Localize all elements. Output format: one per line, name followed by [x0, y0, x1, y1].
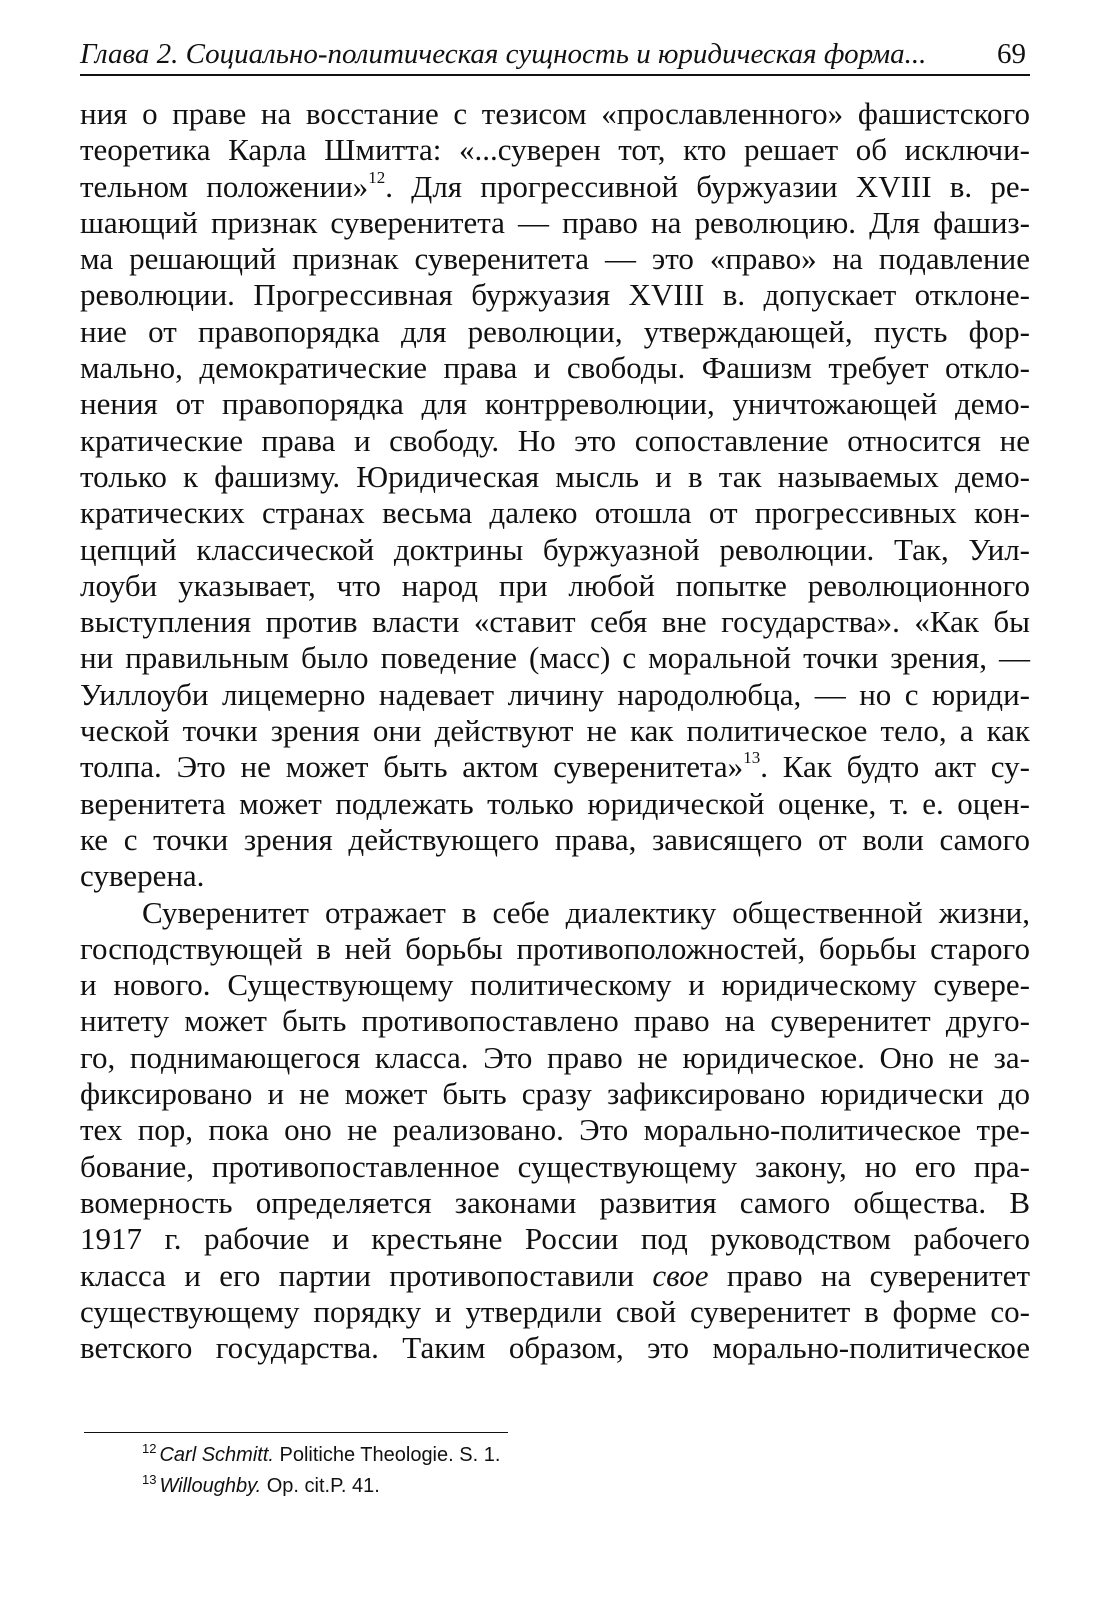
text-line: нитету может быть противопоставлено право на суверенитет друго- [80, 1003, 1030, 1039]
book-page [80, 0, 1030, 1601]
footnote-marker: 12 [142, 1441, 157, 1456]
footnote-text: Politiche Theologie. S. 1. [273, 1444, 501, 1466]
running-head [80, 34, 1030, 76]
body-text [80, 96, 1030, 1366]
text-line: веренитета может подлежать только юридической оценке, т. е. оцен- [80, 785, 1030, 821]
text-line: революции. Прогрессивная буржуазия XVIII в. допускает отклоне- [80, 277, 1030, 313]
text-line: ческой точки зрения они действуют не как политическое тело, а как [80, 713, 1030, 749]
text-line: ке с точки зрения действующего права, зависящего от воли самого [80, 821, 1030, 857]
text-span: право на суверенитет [708, 1257, 1030, 1293]
footnote-ref-12[interactable]: 12 [368, 167, 386, 187]
footnote-13 [142, 1471, 500, 1502]
text-line: цепций классической доктрины буржуазной революции. Так, Уил- [80, 531, 1030, 567]
text-span: . Для прогрессивной буржуазии XVIII в. ре- [385, 168, 1030, 204]
footnote-divider [84, 1432, 508, 1433]
text-span: класса и его партии противопоставили [80, 1257, 653, 1293]
footnote-marker: 13 [142, 1472, 157, 1487]
running-title: Глава 2. Социально-политическая сущность и юридическая форма... [80, 38, 927, 70]
text-line: 1917 г. рабочие и крестьяне России под руководством рабочего [80, 1221, 1030, 1257]
emphasis-word: свое [652, 1257, 709, 1293]
text-line: Уиллоуби лицемерно надевает личину народолюбца, — но с юриди- [80, 676, 1030, 712]
text-line: ма решающий признак суверенитета — это «право» на подавление [80, 241, 1030, 277]
text-line: тех пор, пока оно не реализовано. Это морально-политическое тре- [80, 1112, 1030, 1148]
text-line: бование, противопоставленное существующему закону, но его пра- [80, 1148, 1030, 1184]
footnote-ref-13[interactable]: 13 [743, 748, 761, 768]
text-line: го, поднимающегося класса. Это право не юридическое. Оно не за- [80, 1039, 1030, 1075]
text-line: кратические права и свободу. Но это сопоставление относится не [80, 422, 1030, 458]
text-line: ветского государства. Таким образом, это морально-политическое [80, 1330, 1030, 1366]
text-line: вомерность определяется законами развития самого общества. В [80, 1184, 1030, 1220]
text-line [80, 1258, 1030, 1294]
text-line: теоретика Карла Шмитта: «...суверен тот, кто решает об исключи- [80, 132, 1030, 168]
text-line: Суверенитет отражает в себе диалектику общественной жизни, [142, 894, 1030, 930]
text-line: только к фашизму. Юридическая мысль и в так называемых демо- [80, 458, 1030, 494]
text-line [80, 749, 1030, 785]
text-line: ния о праве на восстание с тезисом «прославленного» фашистского [80, 96, 1030, 131]
text-line: лоуби указывает, что народ при любой попытке революционного [80, 567, 1030, 603]
text-span: толпа. Это не может быть актом суверенитета» [80, 749, 744, 785]
text-line: ни правильным было поведение (масс) с моральной точки зрения, — [80, 640, 1030, 676]
footnote-12 [142, 1440, 500, 1471]
text-line: существующему порядку и утвердили свой суверенитет в форме со- [80, 1293, 1030, 1329]
text-line: суверена. [80, 858, 205, 894]
text-span: тельном положении» [80, 168, 369, 204]
footnotes [142, 1440, 500, 1502]
text-line: нения от правопорядка для контрреволюции, уничтожающей демо- [80, 386, 1030, 422]
text-line [80, 169, 1030, 205]
footnote-author: Carl Schmitt. [159, 1444, 274, 1466]
text-line: господствующей в ней борьбы противоположностей, борьбы старого [80, 930, 1030, 966]
text-line: и нового. Существующему политическому и юридическому сувере- [80, 967, 1030, 1003]
text-line: шающий признак суверенитета — право на революцию. Для фашиз- [80, 204, 1030, 240]
page-number: 69 [997, 38, 1026, 70]
text-line: мально, демократические права и свободы. Фашизм требует откло- [80, 350, 1030, 386]
text-line: выступления против власти «ставит себя вне государства». «Как бы [80, 604, 1030, 640]
text-line: кратических странах весьма далеко отошла от прогрессивных кон- [80, 495, 1030, 531]
text-line: ние от правопорядка для революции, утверждающей, пусть фор- [80, 313, 1030, 349]
text-line: фиксировано и не может быть сразу зафиксировано юридически до [80, 1076, 1030, 1112]
text-span: . Как будто акт су- [760, 749, 1030, 785]
footnote-author: Willoughby. [159, 1475, 262, 1497]
footnote-text: Op. cit.P. 41. [261, 1475, 380, 1497]
